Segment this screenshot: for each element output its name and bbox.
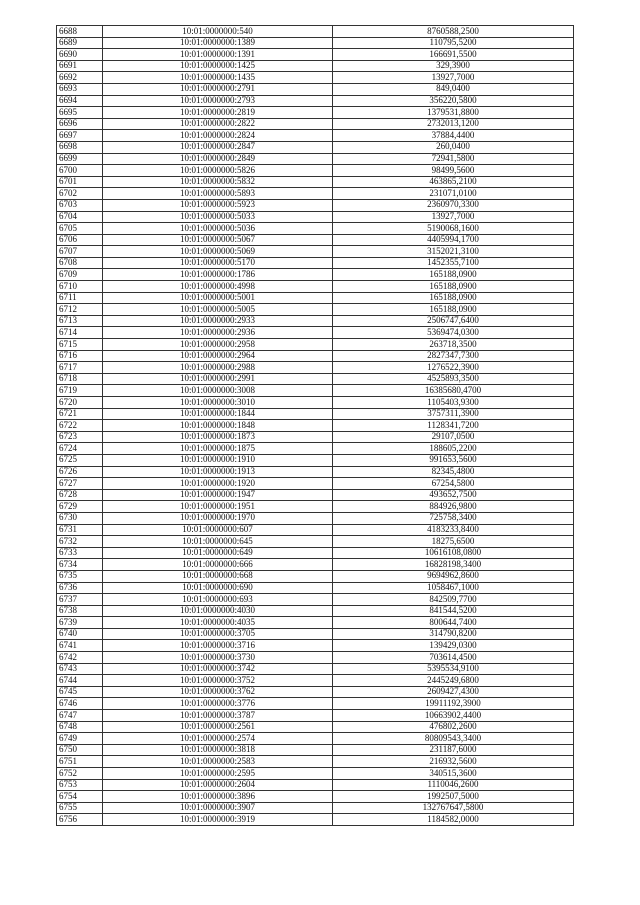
table-row	[57, 733, 574, 745]
table-row	[57, 26, 574, 38]
row-number-cell: 6726	[57, 466, 103, 478]
row-number-cell: 6698	[57, 141, 103, 153]
cadastral-number-cell: 10:01:0000000:1873	[103, 431, 333, 443]
cadastral-number-cell: 10:01:0000000:3907	[103, 802, 333, 814]
cadastral-number-cell: 10:01:0000000:2958	[103, 339, 333, 351]
cadastral-number-cell: 10:01:0000000:1947	[103, 489, 333, 501]
cadastral-number-cell: 10:01:0000000:1844	[103, 408, 333, 420]
row-number-cell: 6713	[57, 315, 103, 327]
table-row	[57, 420, 574, 432]
cadastral-number-cell: 10:01:0000000:3762	[103, 686, 333, 698]
row-number-cell: 6753	[57, 779, 103, 791]
row-number-cell: 6732	[57, 536, 103, 548]
cadastral-value-cell: 329,3900	[333, 60, 574, 72]
table-row	[57, 211, 574, 223]
cadastral-value-cell: 2827347,7300	[333, 350, 574, 362]
table-row	[57, 350, 574, 362]
cadastral-value-cell: 165188,0900	[333, 281, 574, 293]
row-number-cell: 6750	[57, 744, 103, 756]
row-number-cell: 6706	[57, 234, 103, 246]
table-body	[57, 26, 574, 826]
cadastral-number-cell: 10:01:0000000:5826	[103, 165, 333, 177]
table-row	[57, 37, 574, 49]
table-row	[57, 489, 574, 501]
cadastral-number-cell: 10:01:0000000:1425	[103, 60, 333, 72]
cadastral-number-cell: 10:01:0000000:1920	[103, 478, 333, 490]
cadastral-number-cell: 10:01:0000000:2849	[103, 153, 333, 165]
row-number-cell: 6712	[57, 304, 103, 316]
table-row	[57, 315, 574, 327]
cadastral-value-cell: 1058467,1000	[333, 582, 574, 594]
cadastral-value-cell: 10616108,0800	[333, 547, 574, 559]
cadastral-number-cell: 10:01:0000000:5893	[103, 188, 333, 200]
row-number-cell: 6730	[57, 512, 103, 524]
cadastral-number-cell: 10:01:0000000:1910	[103, 454, 333, 466]
row-number-cell: 6705	[57, 223, 103, 235]
cadastral-number-cell: 10:01:0000000:2988	[103, 362, 333, 374]
table-row	[57, 107, 574, 119]
cadastral-value-cell: 991653,5600	[333, 454, 574, 466]
table-row	[57, 628, 574, 640]
row-number-cell: 6693	[57, 83, 103, 95]
cadastral-number-cell: 10:01:0000000:2824	[103, 130, 333, 142]
table-row	[57, 141, 574, 153]
cadastral-number-cell: 10:01:0000000:668	[103, 570, 333, 582]
table-row	[57, 443, 574, 455]
cadastral-number-cell: 10:01:0000000:2793	[103, 95, 333, 107]
row-number-cell: 6710	[57, 281, 103, 293]
row-number-cell: 6728	[57, 489, 103, 501]
cadastral-value-cell: 8760588,2500	[333, 26, 574, 38]
cadastral-number-cell: 10:01:0000000:666	[103, 559, 333, 571]
cadastral-number-cell: 10:01:0000000:540	[103, 26, 333, 38]
row-number-cell: 6722	[57, 420, 103, 432]
row-number-cell: 6735	[57, 570, 103, 582]
table-row	[57, 408, 574, 420]
table-row	[57, 165, 574, 177]
row-number-cell: 6695	[57, 107, 103, 119]
cadastral-number-cell: 10:01:0000000:5005	[103, 304, 333, 316]
table-row	[57, 60, 574, 72]
row-number-cell: 6751	[57, 756, 103, 768]
cadastral-number-cell: 10:01:0000000:4030	[103, 605, 333, 617]
cadastral-number-cell: 10:01:0000000:3787	[103, 710, 333, 722]
cadastral-number-cell: 10:01:0000000:2822	[103, 118, 333, 130]
table-row	[57, 721, 574, 733]
cadastral-value-cell: 5395534,9100	[333, 663, 574, 675]
row-number-cell: 6711	[57, 292, 103, 304]
cadastral-number-cell: 10:01:0000000:2936	[103, 327, 333, 339]
cadastral-number-cell: 10:01:0000000:2991	[103, 373, 333, 385]
cadastral-value-cell: 37884,4400	[333, 130, 574, 142]
cadastral-number-cell: 10:01:0000000:607	[103, 524, 333, 536]
cadastral-number-cell: 10:01:0000000:1786	[103, 269, 333, 281]
cadastral-number-cell: 10:01:0000000:2819	[103, 107, 333, 119]
cadastral-value-cell: 493652,7500	[333, 489, 574, 501]
cadastral-value-cell: 231187,6000	[333, 744, 574, 756]
cadastral-value-cell: 260,0400	[333, 141, 574, 153]
row-number-cell: 6733	[57, 547, 103, 559]
row-number-cell: 6708	[57, 257, 103, 269]
cadastral-number-cell: 10:01:0000000:3776	[103, 698, 333, 710]
table-row	[57, 710, 574, 722]
cadastral-value-cell: 9694962,8600	[333, 570, 574, 582]
cadastral-number-cell: 10:01:0000000:2964	[103, 350, 333, 362]
cadastral-value-cell: 1184582,0000	[333, 814, 574, 826]
cadastral-value-cell: 67254,5800	[333, 478, 574, 490]
cadastral-number-cell: 10:01:0000000:5069	[103, 246, 333, 258]
table-row	[57, 791, 574, 803]
row-number-cell: 6691	[57, 60, 103, 72]
table-row	[57, 72, 574, 84]
cadastral-value-cell: 80809543,3400	[333, 733, 574, 745]
row-number-cell: 6745	[57, 686, 103, 698]
row-number-cell: 6731	[57, 524, 103, 536]
table-row	[57, 223, 574, 235]
cadastral-value-cell: 216932,5600	[333, 756, 574, 768]
row-number-cell: 6692	[57, 72, 103, 84]
row-number-cell: 6690	[57, 49, 103, 61]
cadastral-values-table	[56, 25, 574, 826]
row-number-cell: 6702	[57, 188, 103, 200]
row-number-cell: 6724	[57, 443, 103, 455]
cadastral-number-cell: 10:01:0000000:2791	[103, 83, 333, 95]
table-row	[57, 652, 574, 664]
row-number-cell: 6699	[57, 153, 103, 165]
row-number-cell: 6742	[57, 652, 103, 664]
cadastral-value-cell: 2732013,1200	[333, 118, 574, 130]
cadastral-value-cell: 110795,5200	[333, 37, 574, 49]
cadastral-number-cell: 10:01:0000000:2583	[103, 756, 333, 768]
cadastral-number-cell: 10:01:0000000:649	[103, 547, 333, 559]
cadastral-number-cell: 10:01:0000000:693	[103, 594, 333, 606]
table-row	[57, 524, 574, 536]
table-row	[57, 582, 574, 594]
table-row	[57, 246, 574, 258]
table-row	[57, 559, 574, 571]
cadastral-value-cell: 842509,7700	[333, 594, 574, 606]
cadastral-value-cell: 98499,5600	[333, 165, 574, 177]
row-number-cell: 6729	[57, 501, 103, 513]
row-number-cell: 6719	[57, 385, 103, 397]
cadastral-value-cell: 188605,2200	[333, 443, 574, 455]
cadastral-number-cell: 10:01:0000000:5001	[103, 292, 333, 304]
table-row	[57, 501, 574, 513]
table-row	[57, 663, 574, 675]
cadastral-value-cell: 13927,7000	[333, 211, 574, 223]
row-number-cell: 6737	[57, 594, 103, 606]
cadastral-value-cell: 2445249,6800	[333, 675, 574, 687]
cadastral-number-cell: 10:01:0000000:3008	[103, 385, 333, 397]
cadastral-value-cell: 16385680,4700	[333, 385, 574, 397]
row-number-cell: 6749	[57, 733, 103, 745]
cadastral-number-cell: 10:01:0000000:3742	[103, 663, 333, 675]
cadastral-number-cell: 10:01:0000000:3752	[103, 675, 333, 687]
cadastral-value-cell: 1128341,7200	[333, 420, 574, 432]
cadastral-value-cell: 849,0400	[333, 83, 574, 95]
cadastral-number-cell: 10:01:0000000:2595	[103, 768, 333, 780]
row-number-cell: 6736	[57, 582, 103, 594]
cadastral-value-cell: 800644,7400	[333, 617, 574, 629]
row-number-cell: 6704	[57, 211, 103, 223]
cadastral-value-cell: 476802,2600	[333, 721, 574, 733]
cadastral-number-cell: 10:01:0000000:645	[103, 536, 333, 548]
table-row	[57, 234, 574, 246]
row-number-cell: 6697	[57, 130, 103, 142]
table-row	[57, 454, 574, 466]
cadastral-value-cell: 13927,7000	[333, 72, 574, 84]
cadastral-value-cell: 29107,0500	[333, 431, 574, 443]
cadastral-value-cell: 725758,3400	[333, 512, 574, 524]
row-number-cell: 6743	[57, 663, 103, 675]
table-row	[57, 95, 574, 107]
table-row	[57, 327, 574, 339]
row-number-cell: 6744	[57, 675, 103, 687]
cadastral-value-cell: 166691,5500	[333, 49, 574, 61]
row-number-cell: 6723	[57, 431, 103, 443]
cadastral-value-cell: 2506747,6400	[333, 315, 574, 327]
cadastral-value-cell: 4183233,8400	[333, 524, 574, 536]
table-row	[57, 176, 574, 188]
table-row	[57, 512, 574, 524]
row-number-cell: 6696	[57, 118, 103, 130]
table-row	[57, 779, 574, 791]
row-number-cell: 6700	[57, 165, 103, 177]
cadastral-number-cell: 10:01:0000000:1391	[103, 49, 333, 61]
cadastral-number-cell: 10:01:0000000:4035	[103, 617, 333, 629]
cadastral-value-cell: 3152021,3100	[333, 246, 574, 258]
table-row	[57, 199, 574, 211]
cadastral-value-cell: 1105403,9300	[333, 397, 574, 409]
cadastral-value-cell: 3757311,3900	[333, 408, 574, 420]
cadastral-value-cell: 4525893,3500	[333, 373, 574, 385]
row-number-cell: 6694	[57, 95, 103, 107]
row-number-cell: 6740	[57, 628, 103, 640]
cadastral-value-cell: 165188,0900	[333, 269, 574, 281]
row-number-cell: 6721	[57, 408, 103, 420]
table-row	[57, 292, 574, 304]
table-row	[57, 130, 574, 142]
table-row	[57, 269, 574, 281]
cadastral-number-cell: 10:01:0000000:3705	[103, 628, 333, 640]
cadastral-number-cell: 10:01:0000000:4998	[103, 281, 333, 293]
row-number-cell: 6741	[57, 640, 103, 652]
table-row	[57, 756, 574, 768]
cadastral-number-cell: 10:01:0000000:1913	[103, 466, 333, 478]
row-number-cell: 6755	[57, 802, 103, 814]
cadastral-number-cell: 10:01:0000000:1389	[103, 37, 333, 49]
table-row	[57, 698, 574, 710]
cadastral-number-cell: 10:01:0000000:3818	[103, 744, 333, 756]
cadastral-number-cell: 10:01:0000000:2847	[103, 141, 333, 153]
table-row	[57, 466, 574, 478]
table-row	[57, 605, 574, 617]
cadastral-number-cell: 10:01:0000000:690	[103, 582, 333, 594]
row-number-cell: 6725	[57, 454, 103, 466]
cadastral-value-cell: 463865,2100	[333, 176, 574, 188]
cadastral-value-cell: 165188,0900	[333, 292, 574, 304]
cadastral-number-cell: 10:01:0000000:2561	[103, 721, 333, 733]
table-row	[57, 385, 574, 397]
cadastral-value-cell: 19911192,3900	[333, 698, 574, 710]
row-number-cell: 6752	[57, 768, 103, 780]
cadastral-value-cell: 340515,3600	[333, 768, 574, 780]
cadastral-value-cell: 16828198,3400	[333, 559, 574, 571]
cadastral-number-cell: 10:01:0000000:5832	[103, 176, 333, 188]
table-row	[57, 431, 574, 443]
cadastral-value-cell: 18275,6500	[333, 536, 574, 548]
cadastral-value-cell: 139429,0300	[333, 640, 574, 652]
row-number-cell: 6754	[57, 791, 103, 803]
table-row	[57, 304, 574, 316]
row-number-cell: 6734	[57, 559, 103, 571]
cadastral-number-cell: 10:01:0000000:3896	[103, 791, 333, 803]
cadastral-value-cell: 5369474,0300	[333, 327, 574, 339]
cadastral-number-cell: 10:01:0000000:2604	[103, 779, 333, 791]
cadastral-value-cell: 1276522,3900	[333, 362, 574, 374]
cadastral-number-cell: 10:01:0000000:5923	[103, 199, 333, 211]
row-number-cell: 6718	[57, 373, 103, 385]
cadastral-number-cell: 10:01:0000000:2933	[103, 315, 333, 327]
table-row	[57, 536, 574, 548]
cadastral-number-cell: 10:01:0000000:1435	[103, 72, 333, 84]
table-row	[57, 478, 574, 490]
table-row	[57, 675, 574, 687]
table-row	[57, 744, 574, 756]
cadastral-value-cell: 165188,0900	[333, 304, 574, 316]
cadastral-number-cell: 10:01:0000000:1951	[103, 501, 333, 513]
table-row	[57, 547, 574, 559]
cadastral-value-cell: 5190068,1600	[333, 223, 574, 235]
table-row	[57, 339, 574, 351]
table-row	[57, 281, 574, 293]
row-number-cell: 6715	[57, 339, 103, 351]
row-number-cell: 6688	[57, 26, 103, 38]
table-row	[57, 594, 574, 606]
table-row	[57, 83, 574, 95]
table-row	[57, 362, 574, 374]
cadastral-number-cell: 10:01:0000000:1970	[103, 512, 333, 524]
table-row	[57, 373, 574, 385]
cadastral-number-cell: 10:01:0000000:3010	[103, 397, 333, 409]
cadastral-value-cell: 2360970,3300	[333, 199, 574, 211]
row-number-cell: 6703	[57, 199, 103, 211]
cadastral-value-cell: 231071,0100	[333, 188, 574, 200]
row-number-cell: 6746	[57, 698, 103, 710]
cadastral-value-cell: 2609427,4300	[333, 686, 574, 698]
cadastral-value-cell: 1992507,5000	[333, 791, 574, 803]
cadastral-number-cell: 10:01:0000000:1875	[103, 443, 333, 455]
table-row	[57, 814, 574, 826]
table-row	[57, 802, 574, 814]
row-number-cell: 6709	[57, 269, 103, 281]
cadastral-value-cell: 703614,4500	[333, 652, 574, 664]
row-number-cell: 6747	[57, 710, 103, 722]
cadastral-number-cell: 10:01:0000000:5170	[103, 257, 333, 269]
row-number-cell: 6701	[57, 176, 103, 188]
row-number-cell: 6707	[57, 246, 103, 258]
table-row	[57, 153, 574, 165]
row-number-cell: 6717	[57, 362, 103, 374]
cadastral-value-cell: 841544,5200	[333, 605, 574, 617]
row-number-cell: 6748	[57, 721, 103, 733]
table-row	[57, 768, 574, 780]
row-number-cell: 6716	[57, 350, 103, 362]
row-number-cell: 6738	[57, 605, 103, 617]
table-row	[57, 640, 574, 652]
table-row	[57, 686, 574, 698]
cadastral-value-cell: 10663902,4400	[333, 710, 574, 722]
cadastral-number-cell: 10:01:0000000:5036	[103, 223, 333, 235]
cadastral-number-cell: 10:01:0000000:5067	[103, 234, 333, 246]
cadastral-value-cell: 263718,3500	[333, 339, 574, 351]
cadastral-number-cell: 10:01:0000000:3716	[103, 640, 333, 652]
row-number-cell: 6689	[57, 37, 103, 49]
cadastral-number-cell: 10:01:0000000:1848	[103, 420, 333, 432]
cadastral-value-cell: 72941,5800	[333, 153, 574, 165]
cadastral-value-cell: 1452355,7100	[333, 257, 574, 269]
cadastral-number-cell: 10:01:0000000:3730	[103, 652, 333, 664]
table-row	[57, 617, 574, 629]
row-number-cell: 6714	[57, 327, 103, 339]
cadastral-number-cell: 10:01:0000000:3919	[103, 814, 333, 826]
cadastral-value-cell: 4405994,1700	[333, 234, 574, 246]
cadastral-number-cell: 10:01:0000000:5033	[103, 211, 333, 223]
row-number-cell: 6727	[57, 478, 103, 490]
row-number-cell: 6756	[57, 814, 103, 826]
table-row	[57, 118, 574, 130]
table-row	[57, 49, 574, 61]
cadastral-value-cell: 82345,4800	[333, 466, 574, 478]
table-row	[57, 570, 574, 582]
cadastral-value-cell: 314790,8200	[333, 628, 574, 640]
cadastral-value-cell: 132767647,5800	[333, 802, 574, 814]
row-number-cell: 6720	[57, 397, 103, 409]
cadastral-value-cell: 1110046,2600	[333, 779, 574, 791]
table-row	[57, 188, 574, 200]
cadastral-value-cell: 356220,5800	[333, 95, 574, 107]
cadastral-value-cell: 1379531,8800	[333, 107, 574, 119]
cadastral-value-cell: 884926,9800	[333, 501, 574, 513]
table-row	[57, 397, 574, 409]
cadastral-number-cell: 10:01:0000000:2574	[103, 733, 333, 745]
table-row	[57, 257, 574, 269]
row-number-cell: 6739	[57, 617, 103, 629]
